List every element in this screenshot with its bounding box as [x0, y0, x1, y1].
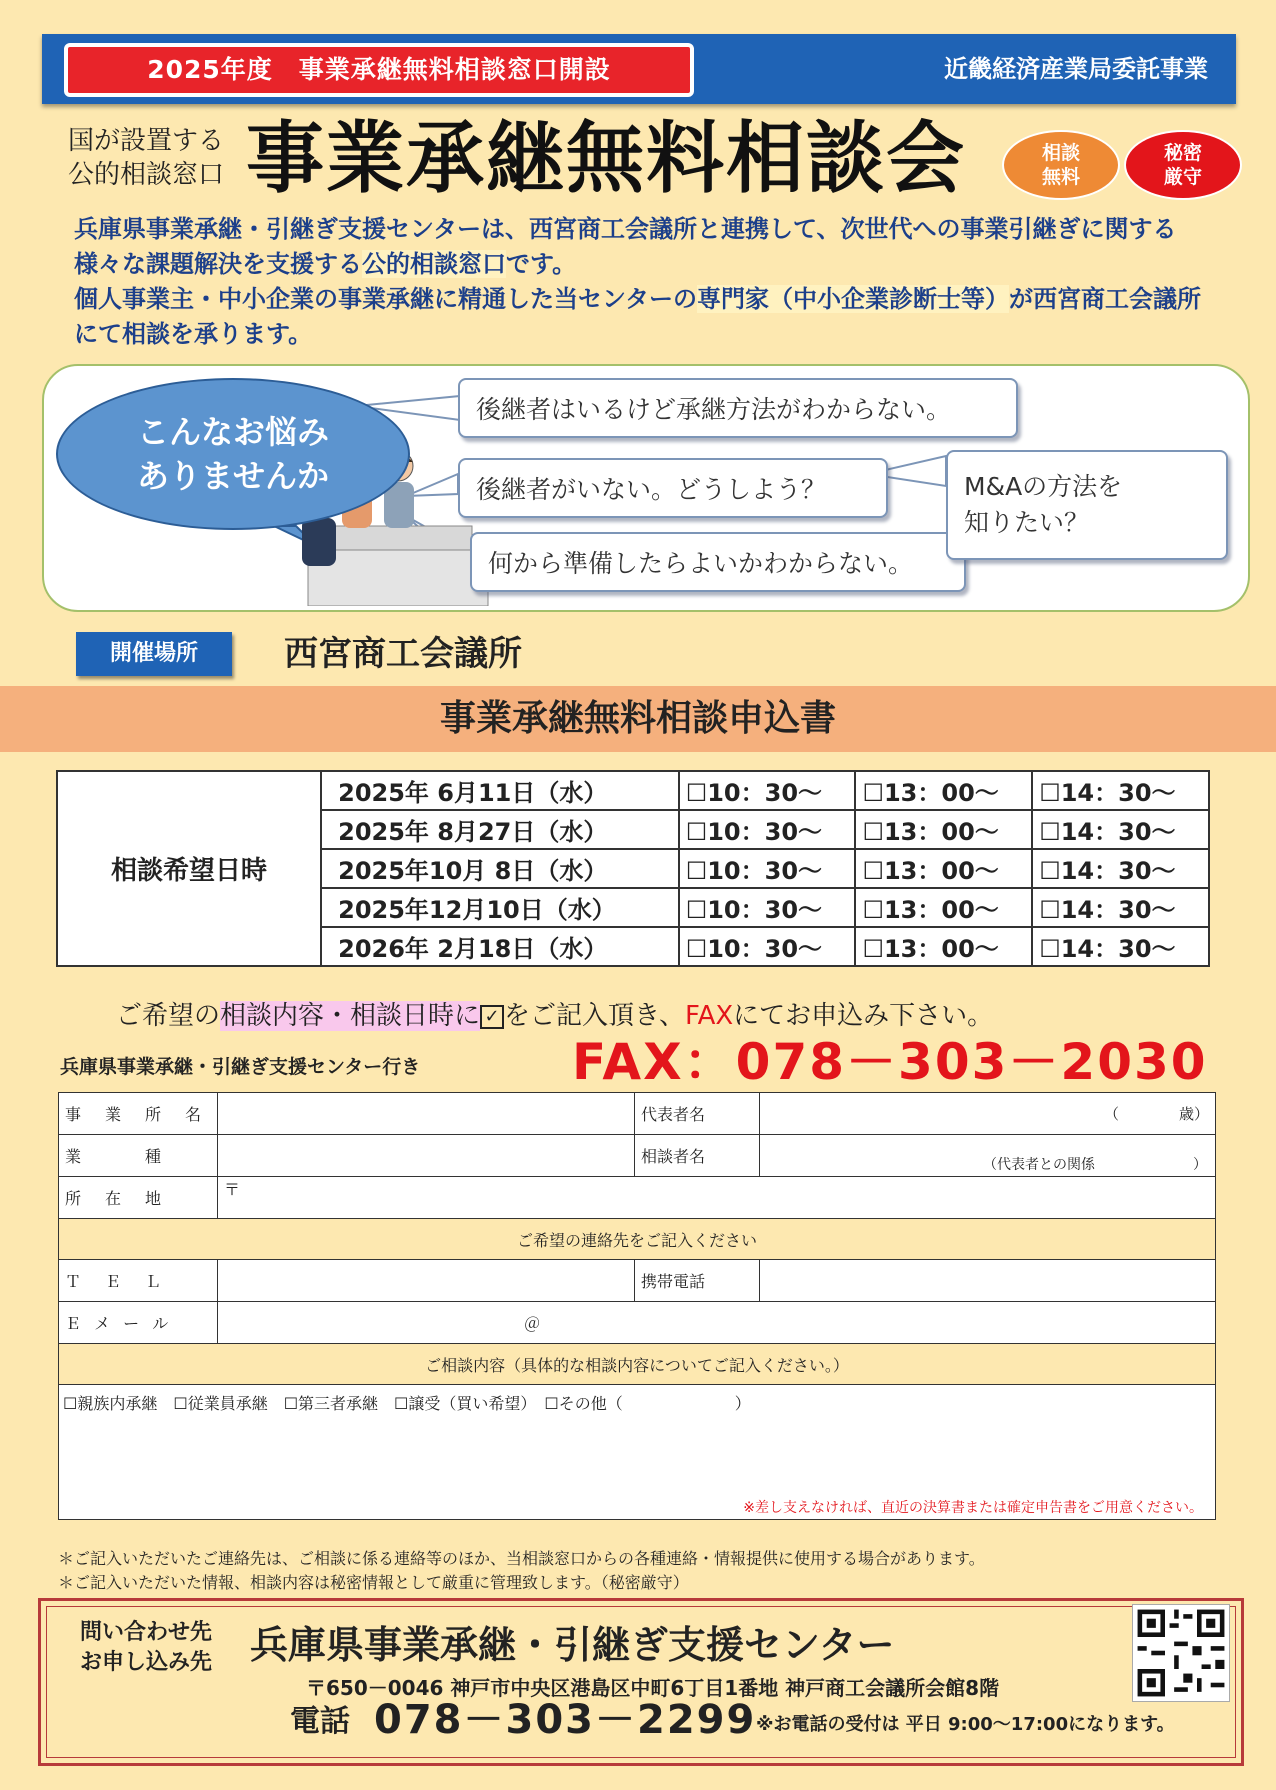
address-field[interactable]: [218, 1177, 1216, 1219]
address-label: 所 在 地: [59, 1177, 218, 1219]
tel-label: Ｔ Ｅ Ｌ: [59, 1260, 218, 1302]
slot-1030-checkbox[interactable]: ☐10：30～: [679, 810, 856, 849]
contact-section-header: ご希望の連絡先をご記入ください: [59, 1219, 1216, 1260]
venue-label: 開催場所: [76, 632, 232, 676]
age-field[interactable]: （ 歳）: [1103, 1105, 1209, 1123]
office-name-field[interactable]: [218, 1093, 635, 1135]
schedule-label: 相談希望日時: [57, 771, 321, 966]
schedule-date: 2025年12月10日（水）: [321, 888, 679, 927]
tel-field[interactable]: [218, 1260, 635, 1302]
schedule-date: 2025年 8月27日（水）: [321, 810, 679, 849]
content-field[interactable]: [59, 1385, 1216, 1520]
schedule-date: 2026年 2月18日（水）: [321, 927, 679, 966]
contact-hours: ※お電話の受付は 平日 9:00～17:00になります。: [756, 1714, 1175, 1735]
cloud-line1: こんなお悩み: [136, 413, 329, 451]
page-title: 事業承継無料相談会: [246, 114, 967, 204]
mobile-label: 携帯電話: [635, 1260, 760, 1302]
pre-title-line2: 公的相談窓口: [68, 160, 225, 190]
pre-title: [68, 124, 224, 192]
contact-label-line1: 問い合わせ先: [80, 1620, 213, 1645]
free-badge: [1002, 130, 1120, 200]
banner-commissioned-by: 近畿経済産業局委託事業: [944, 55, 1208, 83]
slot-1030-checkbox[interactable]: ☐10：30～: [679, 849, 856, 888]
postal-mark: 〒: [224, 1180, 241, 1199]
contact-organization: 兵庫県事業承継・引継ぎ支援センター: [250, 1623, 895, 1667]
free-badge-line1: 相談: [1041, 142, 1080, 164]
industry-field[interactable]: [218, 1135, 635, 1177]
industry-label: 業 種: [59, 1135, 218, 1177]
venue-name: 西宮商工会議所: [284, 634, 522, 674]
confidential-badge-line1: 秘密: [1163, 142, 1202, 164]
succession-type-options[interactable]: ☐親族内承継 ☐従業員承継 ☐第三者承継 ☐譲受（買い希望） ☐その他（ ）: [63, 1394, 751, 1413]
slot-1430-checkbox[interactable]: ☐14：30～: [1032, 849, 1209, 888]
documents-note: ※差し支えなければ、直近の決算書または確定申告書をご用意ください。: [743, 1500, 1203, 1516]
content-section-header: ご相談内容（具体的な相談内容についてご記入ください。）: [59, 1344, 1216, 1385]
slot-1300-checkbox[interactable]: ☐13：00～: [855, 888, 1032, 927]
slot-1030-checkbox[interactable]: ☐10：30～: [679, 927, 856, 966]
confidential-badge: [1124, 130, 1242, 200]
slot-1030-checkbox[interactable]: ☐10：30～: [679, 771, 856, 810]
contact-tel-label: 電話: [290, 1704, 350, 1739]
qr-code-icon[interactable]: [1132, 1604, 1230, 1702]
form-row: [59, 1093, 1216, 1135]
office-name-label: 事 業 所 名: [59, 1093, 218, 1135]
form-row: [59, 1219, 1216, 1260]
form-row: [59, 1385, 1216, 1520]
intro-p2-highlight: 専門家（中小企業診断士等）: [697, 285, 1010, 313]
form-row: [59, 1302, 1216, 1344]
instr-fax: FAX: [685, 1001, 734, 1031]
cloud-line2: ありませんか: [136, 457, 329, 495]
worry-bubble-no-successor: 後継者がいない。どうしよう？: [458, 458, 888, 518]
footnote-contact-use: ＊ご記入いただいたご連絡先は、ご相談に係る連絡等のほか、当相談窓口からの各種連絡・情報提供に使用する場合があります。: [58, 1549, 985, 1568]
intro-p2c: が西宮商工会議所にて相談を承ります。: [74, 285, 1202, 348]
instr-c: をご記入頂き、: [504, 1001, 685, 1031]
schedule-date: 2025年10月 8日（水）: [321, 849, 679, 888]
instr-highlight: 相談内容・相談日時に: [220, 1001, 481, 1031]
pre-title-line1: 国が設置する: [68, 126, 225, 156]
fax-destination: 兵庫県事業承継・引継ぎ支援センター行き: [60, 1056, 421, 1078]
slot-1430-checkbox[interactable]: ☐14：30～: [1032, 888, 1209, 927]
email-label: Ｅ メ ー ル: [59, 1302, 218, 1344]
slot-1300-checkbox[interactable]: ☐13：00～: [855, 849, 1032, 888]
slot-1300-checkbox[interactable]: ☐13：00～: [855, 771, 1032, 810]
checkmark-icon: ✓: [480, 1005, 504, 1029]
form-row: [59, 1260, 1216, 1302]
free-badge-line2: 無料: [1041, 166, 1080, 188]
mobile-field[interactable]: [760, 1260, 1216, 1302]
consultant-name-label: 相談者名: [635, 1135, 760, 1177]
contact-tel[interactable]: 078－303－2299: [374, 1697, 757, 1743]
contact-label-line2: お申し込み先: [80, 1650, 213, 1675]
schedule-date: 2025年 6月11日（水）: [321, 771, 679, 810]
footnote-confidentiality: ＊ご記入いただいた情報、相談内容は秘密情報として厳重に管理致します。（秘密厳守）: [58, 1573, 689, 1592]
slot-1430-checkbox[interactable]: ☐14：30～: [1032, 927, 1209, 966]
worry-bubble-preparation: 何から準備したらよいかわからない。: [470, 532, 966, 592]
contact-label: [80, 1618, 212, 1678]
rep-name-field[interactable]: [760, 1093, 1216, 1135]
confidential-badge-line2: 厳守: [1163, 166, 1202, 188]
worries-cloud: [56, 378, 410, 530]
relation-field[interactable]: （代表者との関係 ）: [983, 1157, 1207, 1173]
schedule-row: [57, 771, 1209, 810]
form-row: [59, 1177, 1216, 1219]
form-row: [59, 1135, 1216, 1177]
intro-text: [74, 212, 1214, 352]
form-row: [59, 1344, 1216, 1385]
slot-1300-checkbox[interactable]: ☐13：00～: [855, 927, 1032, 966]
worry-bubble-ma: [946, 450, 1228, 560]
slot-1430-checkbox[interactable]: ☐14：30～: [1032, 771, 1209, 810]
slot-1430-checkbox[interactable]: ☐14：30～: [1032, 810, 1209, 849]
worry-bubble-method: 後継者はいるけど承継方法がわからない。: [458, 378, 1018, 438]
intro-p1-highlight: 公的相談窓口: [362, 250, 506, 278]
email-field[interactable]: [218, 1302, 1216, 1344]
slot-1300-checkbox[interactable]: ☐13：00～: [855, 810, 1032, 849]
instr-a: ご希望の: [116, 1001, 221, 1031]
intro-p2a: 個人事業主・中小企業の事業承継に精通した当センターの: [74, 285, 698, 313]
intro-p1c: です。: [506, 250, 577, 278]
instr-e: にてお申込み下さい。: [733, 1001, 994, 1031]
slot-1030-checkbox[interactable]: ☐10：30～: [679, 888, 856, 927]
consultant-name-field[interactable]: [760, 1135, 1216, 1177]
ma-line1: M&Aの方法を: [964, 472, 1123, 501]
at-mark: ＠: [524, 1314, 541, 1333]
fax-number: FAX：078－303－2030: [572, 1033, 1208, 1091]
top-banner: [42, 34, 1236, 104]
application-form: [58, 1092, 1216, 1520]
rep-name-label: 代表者名: [635, 1093, 760, 1135]
schedule-table: [56, 770, 1210, 967]
application-form-title: 事業承継無料相談申込書: [0, 686, 1276, 752]
banner-fiscal-year: 2025年度 事業承継無料相談窓口開設: [64, 43, 694, 97]
contact-address: 〒650－0046 神戸市中央区港島区中町6丁目1番地 神戸商工会議所会館8階: [306, 1676, 1000, 1700]
ma-line2: 知りたい？: [964, 508, 1090, 537]
intro-p1a: 兵庫県事業承継・引継ぎ支援センターは、西宮商工会議所と連携して、次世代への事業引継ぎに関する様々な課題解決を支援する: [74, 215, 1177, 278]
